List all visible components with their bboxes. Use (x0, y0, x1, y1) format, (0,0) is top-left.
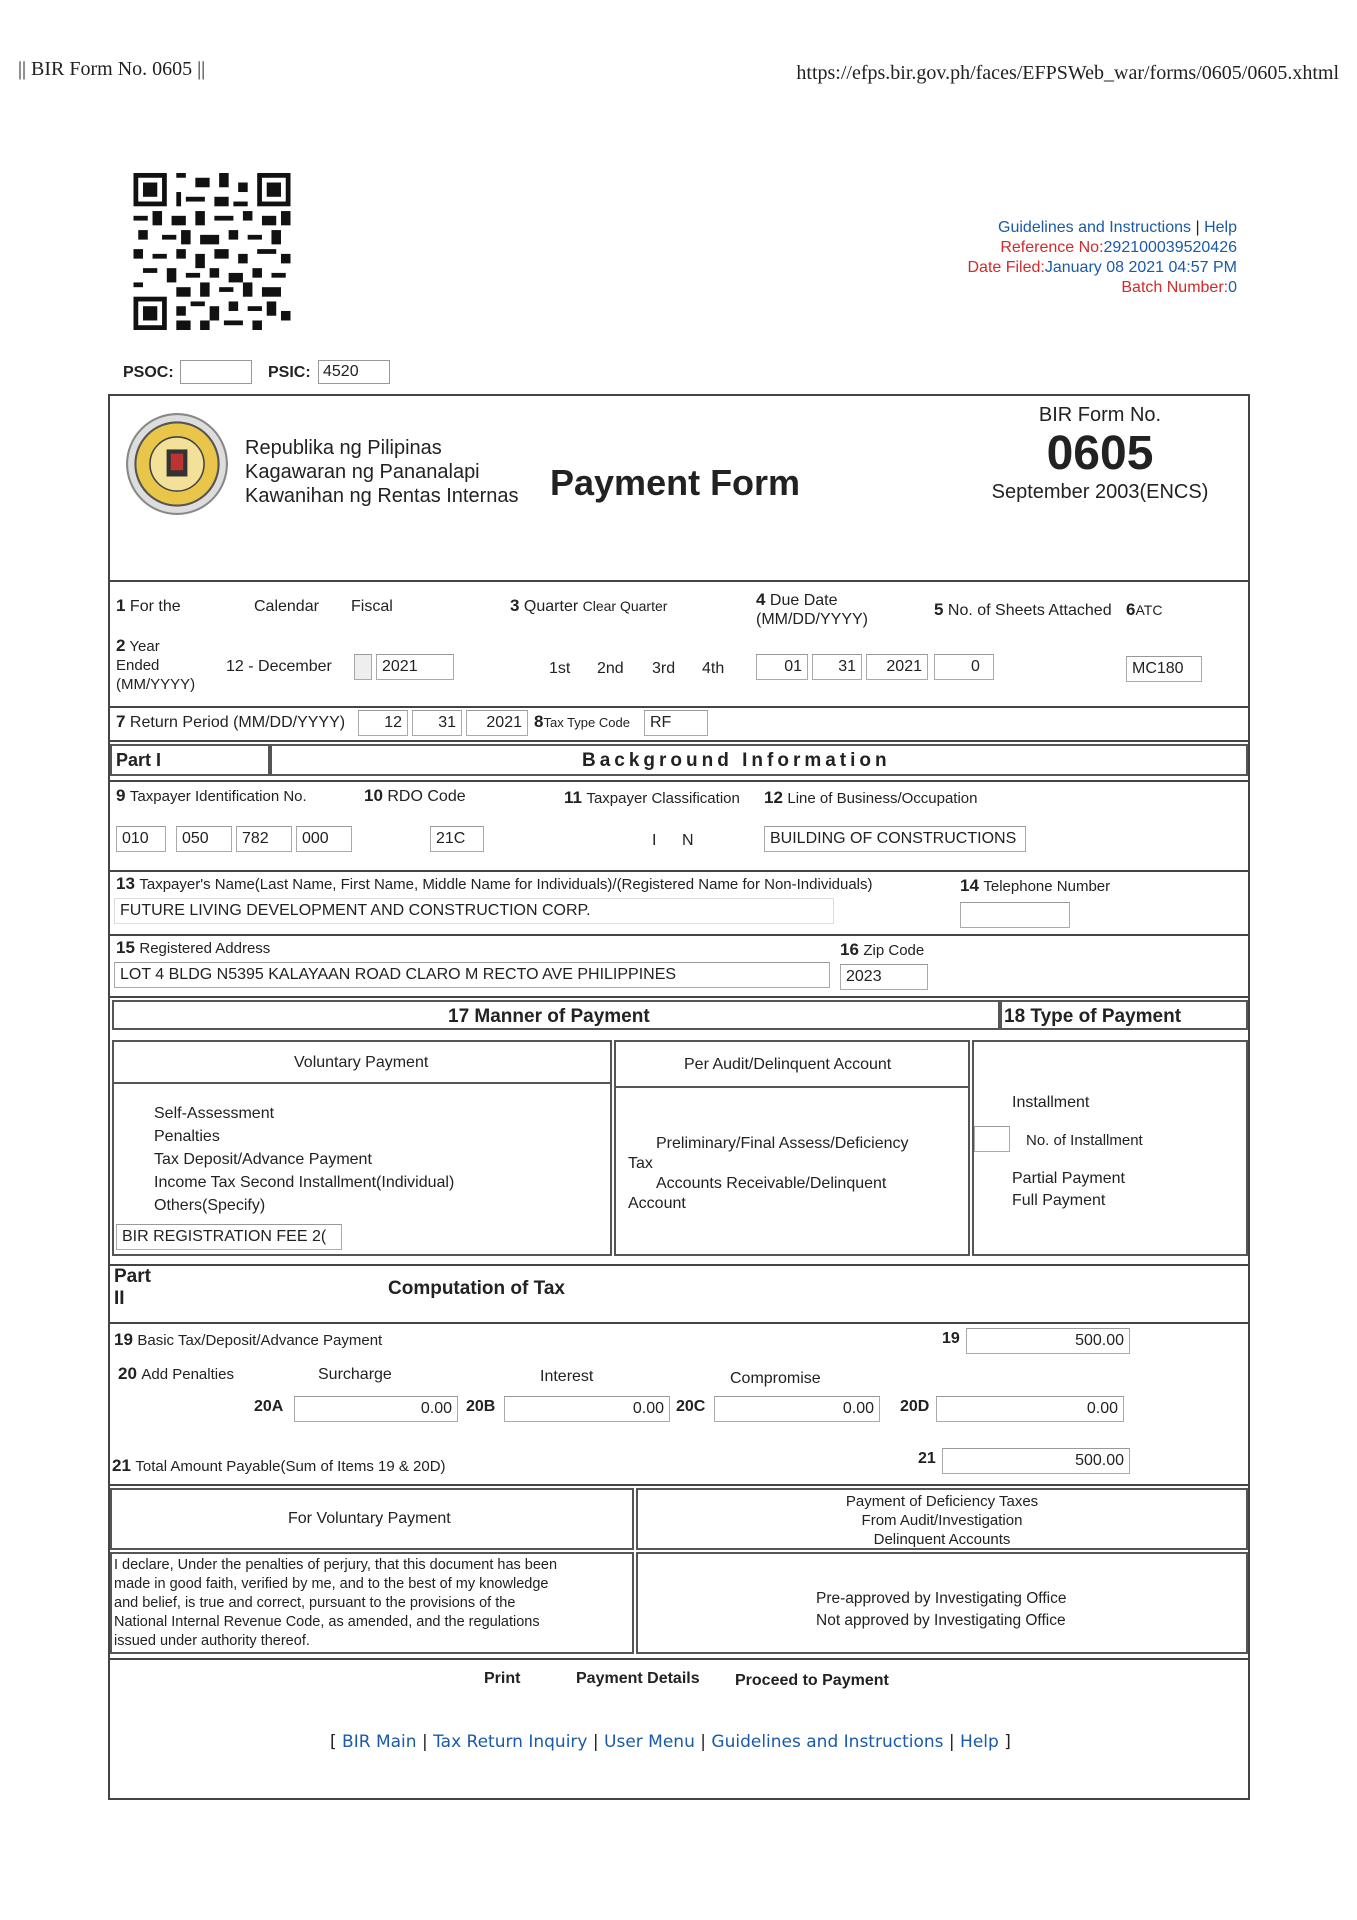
approval-cell (636, 1552, 1248, 1654)
compromise-field[interactable]: 0.00 (714, 1396, 880, 1422)
item10-number: 10 (364, 786, 383, 805)
total-penalties-field[interactable]: 0.00 (936, 1396, 1124, 1422)
item19-number: 19 (114, 1330, 133, 1349)
psic-field[interactable]: 4520 (318, 360, 390, 384)
rdo-code-field[interactable]: 21C (430, 826, 484, 852)
item1-label: For the (129, 598, 181, 615)
telephone-field[interactable] (960, 902, 1070, 928)
deficiency-line-2: From Audit/Investigation (861, 1512, 1023, 1529)
form-number-label: BIR Form No. (1038, 404, 1162, 426)
item6-label: ATC (1135, 602, 1163, 618)
radio-class-nonindividual[interactable]: N (682, 832, 694, 849)
link-separator: | (1195, 219, 1200, 236)
part2-label-2: II (114, 1288, 125, 1309)
declaration-line-1: I declare, Under the penalties of perjury, that this document has been (114, 1557, 558, 1573)
radio-tax-deposit[interactable]: Tax Deposit/Advance Payment (154, 1151, 372, 1168)
radio-full-payment[interactable]: Full Payment (1012, 1192, 1106, 1209)
item20b-label: 20B (466, 1398, 496, 1415)
return-period-month[interactable]: 12 (358, 710, 408, 736)
tin-part-4[interactable]: 000 (296, 826, 352, 852)
footer-user-menu-link[interactable]: User Menu (604, 1732, 695, 1752)
line-of-business-field[interactable]: BUILDING OF CONSTRUCTIONS (764, 826, 1026, 852)
item13-label: Taxpayer's Name(Last Name, First Name, Middle Name for Individuals)/(Registered Name for Non-Individuals) (139, 876, 873, 893)
item4-label: Due Date (769, 592, 838, 609)
item8-label: Tax Type Code (543, 715, 630, 730)
item8-number: 8 (534, 712, 544, 731)
declaration-line-3: and belief, is true and correct, pursuant to the provisions of the (114, 1595, 516, 1611)
item1-number: 1 (116, 596, 126, 615)
item10-label: RDO Code (387, 788, 466, 805)
agency-line-2: Kagawaran ng Pananalapi (245, 461, 480, 483)
radio-installment[interactable]: Installment (1012, 1094, 1090, 1111)
radio-income-tax-second-installment[interactable]: Income Tax Second Installment(Individual) (154, 1174, 455, 1191)
item16-label: Zip Code (863, 942, 925, 959)
installment-number-field[interactable] (974, 1126, 1010, 1152)
manner-of-payment-header (112, 1000, 1000, 1030)
item6-number: 6 (1126, 600, 1136, 619)
footer-bracket-close: ] (1004, 1732, 1011, 1752)
voluntary-payment-title: Voluntary Payment (294, 1054, 429, 1071)
interest-field[interactable]: 0.00 (504, 1396, 670, 1422)
item20a-label: 20A (254, 1398, 284, 1415)
date-filed-value: January 08 2021 04:57 PM (1044, 259, 1237, 276)
year-ended-month-select[interactable]: 12 - December (226, 658, 332, 675)
radio-quarter-1st[interactable]: 1st (549, 660, 571, 677)
part1-label-cell (110, 744, 270, 776)
footer-help-link[interactable]: Help (960, 1732, 999, 1752)
radio-quarter-2nd[interactable]: 2nd (597, 660, 624, 677)
tin-part-2[interactable]: 050 (176, 826, 232, 852)
footer-sep-3: | (700, 1732, 706, 1752)
form-title: Payment Form (550, 462, 801, 503)
footer-bir-main-link[interactable]: BIR Main (342, 1732, 417, 1752)
item20d-label: 20D (900, 1398, 930, 1415)
radio-others-specify[interactable]: Others(Specify) (154, 1197, 266, 1214)
print-header-title: || BIR Form No. 0605 || (18, 58, 206, 80)
item11-label: Taxpayer Classification (586, 790, 740, 807)
bir-seal-icon (125, 412, 229, 516)
item4-format: (MM/DD/YYYY) (756, 611, 868, 628)
tin-part-3[interactable]: 782 (236, 826, 292, 852)
radio-penalties[interactable]: Penalties (154, 1128, 220, 1145)
radio-quarter-4th[interactable]: 4th (702, 660, 725, 677)
declaration-line-2: made in good faith, verified by me, and to the best of my knowledge (114, 1576, 549, 1592)
item19-label: Basic Tax/Deposit/Advance Payment (137, 1332, 383, 1349)
item4-number: 4 (756, 590, 766, 609)
registered-address-field[interactable]: LOT 4 BLDG N5395 KALAYAAN ROAD CLARO M RECTO AVE PHILIPPINES (114, 962, 830, 988)
return-period-year[interactable]: 2021 (466, 710, 528, 736)
item2-label-1: Year (129, 638, 160, 655)
type-of-payment-header (1000, 1000, 1248, 1030)
due-date-year[interactable]: 2021 (866, 654, 928, 680)
deficiency-line-3: Delinquent Accounts (873, 1531, 1011, 1548)
audit-payment-title: Per Audit/Delinquent Account (684, 1056, 892, 1073)
surcharge-field[interactable]: 0.00 (294, 1396, 458, 1422)
batch-number-value: 0 (1228, 279, 1237, 296)
guidelines-link[interactable]: Guidelines and Instructions (998, 219, 1192, 236)
form-number: 0605 (1046, 427, 1154, 480)
item13-number: 13 (116, 874, 135, 893)
surcharge-label: Surcharge (318, 1366, 392, 1383)
radio-class-individual[interactable]: I (652, 832, 657, 849)
compromise-label: Compromise (730, 1370, 821, 1387)
part1-title: Background Information (582, 750, 891, 771)
item20c-label: 20C (676, 1398, 706, 1415)
item15-label: Registered Address (139, 940, 271, 957)
others-specify-field[interactable]: BIR REGISTRATION FEE 2( (116, 1224, 342, 1250)
item20-number: 20 (118, 1364, 137, 1383)
agency-name-block (245, 436, 519, 508)
psic-label: PSIC: (268, 364, 311, 381)
agency-line-1: Republika ng Pilipinas (245, 437, 442, 459)
top-links-panel (967, 218, 1237, 298)
item2-label-2: Ended (116, 657, 160, 674)
part2-title: Computation of Tax (388, 1278, 565, 1299)
proceed-to-payment-button[interactable]: Proceed to Payment (735, 1672, 889, 1689)
part1-label: Part I (116, 750, 162, 770)
due-date-month[interactable]: 01 (756, 654, 808, 680)
payment-details-button[interactable]: Payment Details (576, 1670, 700, 1687)
radio-accounts-receivable[interactable]: Accounts Receivable/Delinquent (656, 1175, 887, 1192)
audit-payment-header (614, 1040, 970, 1088)
voluntary-options-list (154, 1102, 454, 1217)
print-button[interactable]: Print (484, 1670, 521, 1687)
no-of-installment-label: No. of Installment (1026, 1132, 1143, 1149)
item7-number: 7 (116, 712, 126, 731)
item21-label: Total Amount Payable(Sum of Items 19 & 20D) (135, 1458, 446, 1475)
item21-right-number: 21 (918, 1450, 936, 1467)
item12-number: 12 (764, 788, 783, 807)
item3-label: Quarter (523, 598, 579, 615)
item19-right-number: 19 (942, 1330, 960, 1347)
form-version: September 2003(ENCS) (991, 481, 1209, 503)
batch-number-label: Batch Number: (1121, 279, 1229, 296)
part2-label (114, 1266, 151, 1310)
basic-tax-field[interactable]: 500.00 (966, 1328, 1130, 1354)
radio-self-assessment[interactable]: Self-Assessment (154, 1105, 275, 1122)
declaration-line-5: issued under authority thereof. (114, 1633, 310, 1649)
for-voluntary-payment-cell (110, 1488, 634, 1550)
declaration-cell (110, 1552, 634, 1654)
footer-sep-4: | (948, 1732, 955, 1752)
radio-calendar[interactable]: Calendar (254, 598, 319, 615)
item14-number: 14 (960, 876, 979, 895)
radio-fiscal[interactable]: Fiscal (351, 598, 393, 615)
help-link[interactable]: Help (1204, 219, 1237, 236)
date-filed-label: Date Filed: (967, 259, 1045, 276)
part2-label-1: Part (114, 1266, 151, 1287)
sheets-attached-field[interactable]: 0 (934, 654, 994, 680)
due-date-day[interactable]: 31 (812, 654, 862, 680)
declaration-text (114, 1556, 557, 1651)
taxpayer-name-field[interactable]: FUTURE LIVING DEVELOPMENT AND CONSTRUCTION CORP. (114, 898, 834, 924)
atc-field[interactable]: MC180 (1126, 656, 1202, 682)
year-ended-field[interactable]: 2021 (376, 654, 454, 680)
agency-line-3: Kawanihan ng Rentas Internas (245, 485, 519, 507)
radio-pre-approved[interactable]: Pre-approved by Investigating Office (816, 1590, 1067, 1607)
clear-quarter-link[interactable]: Clear Quarter (582, 598, 668, 614)
print-header-url: https://efps.bir.gov.ph/faces/EFPSWeb_war/forms/0605/0605.xhtml (796, 62, 1339, 84)
item5-label: No. of Sheets Attached (947, 602, 1112, 619)
item7-label: Return Period (MM/DD/YYYY) (129, 714, 346, 731)
item2-number: 2 (116, 636, 126, 655)
item15-number: 15 (116, 938, 135, 957)
item9-number: 9 (116, 786, 126, 805)
radio-not-approved[interactable]: Not approved by Investigating Office (816, 1612, 1066, 1629)
radio-quarter-3rd[interactable]: 3rd (652, 660, 676, 677)
interest-label: Interest (540, 1368, 594, 1385)
psoc-field[interactable] (180, 360, 252, 384)
form-number-block (960, 404, 1240, 504)
item2-label-3: (MM/YYYY) (116, 676, 196, 693)
radio-preliminary-final-assessment-2: Tax (628, 1155, 653, 1172)
item12-label: Line of Business/Occupation (787, 790, 978, 807)
for-voluntary-payment-label: For Voluntary Payment (288, 1510, 451, 1527)
deficiency-taxes-cell (636, 1488, 1248, 1550)
month-dropdown-arrow[interactable] (354, 654, 372, 680)
radio-partial-payment[interactable]: Partial Payment (1012, 1170, 1125, 1187)
radio-preliminary-final-assessment[interactable]: Preliminary/Final Assess/Deficiency (656, 1135, 909, 1152)
footer-link-bar (330, 1732, 1011, 1752)
manner-of-payment-title: 17 Manner of Payment (448, 1006, 650, 1027)
declaration-line-4: National Internal Revenue Code, as amended, and the regulations (114, 1614, 540, 1630)
item3-number: 3 (510, 596, 520, 615)
voluntary-payment-header (112, 1040, 612, 1084)
psoc-label: PSOC: (123, 364, 174, 381)
tin-part-1[interactable]: 010 (116, 826, 166, 852)
item11-number: 11 (564, 788, 582, 807)
reference-label: Reference No: (1000, 239, 1104, 256)
qr-code-image (132, 173, 292, 330)
reference-value: 292100039520426 (1103, 239, 1237, 256)
tax-type-code-field[interactable]: RF (644, 710, 708, 736)
footer-tax-return-inquiry-link[interactable]: Tax Return Inquiry (433, 1732, 588, 1752)
radio-accounts-receivable-2: Account (628, 1195, 686, 1212)
audit-options-list (628, 1134, 909, 1214)
item21-number: 21 (112, 1456, 131, 1475)
return-period-day[interactable]: 31 (412, 710, 462, 736)
item20-label: Add Penalties (141, 1366, 234, 1383)
footer-sep-2: | (592, 1732, 599, 1752)
item5-number: 5 (934, 600, 944, 619)
footer-guidelines-link[interactable]: Guidelines and Instructions (711, 1732, 944, 1752)
zip-code-field[interactable]: 2023 (840, 964, 928, 990)
footer-sep-1: | (421, 1732, 428, 1752)
item16-number: 16 (840, 940, 859, 959)
type-of-payment-title: 18 Type of Payment (1004, 1006, 1182, 1027)
item14-label: Telephone Number (983, 878, 1111, 895)
item9-label: Taxpayer Identification No. (129, 788, 307, 805)
part1-title-cell (270, 744, 1248, 776)
footer-bracket-open: [ (330, 1732, 337, 1752)
deficiency-line-1: Payment of Deficiency Taxes (845, 1493, 1039, 1510)
total-amount-payable-field[interactable]: 500.00 (942, 1448, 1130, 1474)
